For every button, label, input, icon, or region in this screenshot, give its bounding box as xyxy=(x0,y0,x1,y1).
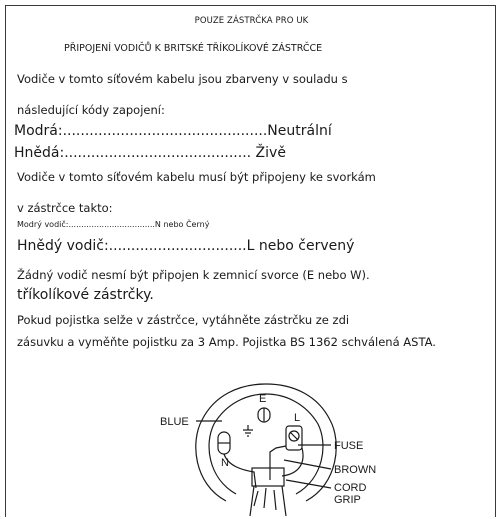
wiring-code-brown: Hnědá:.......................................... Živě xyxy=(14,145,286,161)
grip-label: GRIP xyxy=(334,494,361,506)
wiring-code-blue: Modrá:..............................................Neutrální xyxy=(14,123,332,139)
brown-wire-terminal: Hnědý vodič:...............................L nebo červený xyxy=(17,238,355,254)
earth-label: E xyxy=(259,393,267,405)
document-subtitle: PŘIPOJENÍ VODIČŮ K BRITSKÉ TŘÍKOLÍKOVÉ ZÁSTRČCE xyxy=(64,43,323,54)
paragraph-line: následující kódy zapojení: xyxy=(17,103,165,117)
paragraph-line: Vodiče v tomto síťovém kabelu musí být připojeny ke svorkám xyxy=(17,170,376,184)
cord-label: CORD xyxy=(334,482,367,494)
paragraph-line: Žádný vodič nesmí být připojen k zemnicí svorce (E nebo W). xyxy=(17,268,370,282)
paragraph-line: Vodiče v tomto síťovém kabelu jsou zbarveny v souladu s xyxy=(17,72,348,86)
paragraph-line: tříkolíkové zástrčky. xyxy=(17,287,154,303)
paragraph-line: zásuvku a vyměňte pojistku za 3 Amp. Pojistka BS 1362 schválená ASTA. xyxy=(17,335,436,349)
neutral-label: N xyxy=(221,457,229,469)
plug-body-inner-outline xyxy=(209,394,323,494)
blue-wire-label: BLUE xyxy=(160,416,189,428)
cord-grip xyxy=(252,468,284,486)
plug-wiring-diagram xyxy=(160,376,377,519)
fuse-holder xyxy=(286,426,302,450)
live-label: L xyxy=(294,412,301,424)
document-frame xyxy=(5,5,496,517)
paragraph-line: v zástrčce takto: xyxy=(17,201,113,215)
blue-wire-terminal: Modrý vodič:..................................N nebo Černý xyxy=(17,220,210,229)
document-title: POUZE ZÁSTRČKA PRO UK xyxy=(194,16,309,26)
paragraph-line: Pokud pojistka selže v zástrčce, vytáhněte zástrčku ze zdi xyxy=(17,313,350,327)
fuse-label: FUSE xyxy=(334,440,364,452)
brown-wire-label: BROWN xyxy=(334,464,377,476)
